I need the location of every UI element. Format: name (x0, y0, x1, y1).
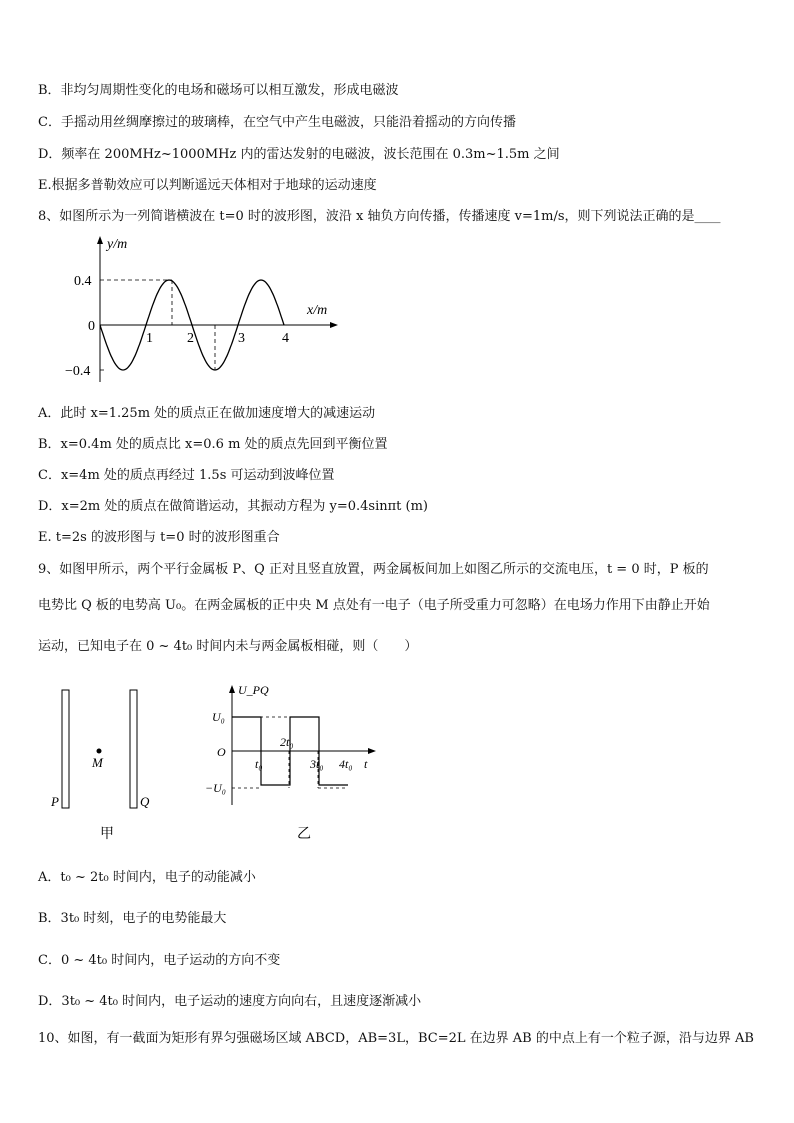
yi-x-arrow (368, 748, 376, 754)
q8-option-e: E. t=2s 的波形图与 t=0 时的波形图重合 (38, 530, 280, 545)
yi-y-arrow (229, 685, 235, 693)
q9-option-a: A．t₀ ~ 2t₀ 时间内，电子的动能减小 (38, 870, 256, 885)
q8-ytick-zero: 0 (88, 319, 95, 334)
q7-option-c: C．手摇动用丝绸摩擦过的玻璃棒，在空气中产生电磁波，只能沿着摇动的方向传播 (38, 115, 516, 130)
q9-option-d: D．3t₀ ~ 4t₀ 时间内，电子运动的速度方向向右，且速度逐渐减小 (38, 994, 422, 1009)
yi-xtick-4t0: 4t₀ (339, 757, 353, 771)
figure-yi-caption: 乙 (297, 826, 311, 842)
q9-stem-line1: 9、如图甲所示，两个平行金属板 P、Q 正对且竖直放置，两金属板间加上如图乙所示的交流电压，t = 0 时，P 板的 (38, 562, 709, 577)
plate-p (62, 690, 69, 808)
q7-option-d: D．频率在 200MHz~1000MHz 内的雷达发射的电磁波，波长范围在 0.3m~1.5m 之间 (38, 147, 560, 162)
q9-stem-line2: 电势比 Q 板的电势高 U₀。在两金属板的正中央 M 点处有一电子（电子所受重力可忽略）在电场力作用下由静止开始 (38, 598, 710, 613)
yi-origin: O (217, 745, 226, 759)
yi-x-label: t (364, 757, 368, 771)
q8-wave-graph (60, 232, 350, 387)
yi-ytick-u0: U₀ (212, 710, 225, 724)
q8-option-d: D．x=2m 处的质点在做简谐运动，其振动方程为 y=0.4sinπt (m) (38, 499, 428, 514)
q8-option-a: A．此时 x=1.25m 处的质点正在做加速度增大的减速运动 (38, 406, 376, 421)
q8-xtick-2: 2 (187, 331, 194, 346)
q8-xtick-3: 3 (238, 331, 245, 346)
q9-figure-jia (45, 685, 165, 845)
q8-option-c: C．x=4m 处的质点再经过 1.5s 可运动到波峰位置 (38, 468, 335, 483)
yi-ytick-neg-u0: −U₀ (205, 781, 226, 795)
yi-xtick-3t0: 3t₀ (310, 757, 324, 771)
q8-x-label: x/m (307, 303, 328, 318)
q10-stem: 10、如图，有一截面为矩形有界匀强磁场区域 ABCD，AB=3L，BC=2L 在边界 AB 的中点上有一个粒子源，沿与边界 AB (38, 1031, 754, 1046)
yi-xtick-t0: t₀ (255, 757, 263, 771)
q8-y-label: y/m (107, 237, 128, 252)
plate-q (130, 690, 137, 808)
q9-option-c: C．0 ~ 4t₀ 时间内，电子运动的方向不变 (38, 953, 281, 968)
q8-stem: 8、如图所示为一列简谐横波在 t=0 时的波形图，波沿 x 轴负方向传播，传播速度 v=1m/s，则下列说法正确的是____ (38, 209, 721, 224)
q8-y-arrow (97, 236, 103, 244)
point-m-label: M (92, 755, 103, 770)
figure-jia-caption: 甲 (100, 826, 114, 842)
yi-y-label: U_PQ (238, 683, 269, 697)
q8-ytick-neg: −0.4 (65, 364, 91, 379)
q8-ytick-pos: 0.4 (74, 274, 92, 289)
plate-p-label: P (51, 794, 59, 809)
q9-option-b: B．3t₀ 时刻，电子的电势能最大 (38, 911, 227, 926)
q7-option-b: B．非均匀周期性变化的电场和磁场可以相互激发，形成电磁波 (38, 83, 399, 98)
q8-xtick-4: 4 (282, 331, 289, 346)
q9-stem-line3: 运动，已知电子在 0 ~ 4t₀ 时间内未与两金属板相碰，则（ ） (38, 639, 418, 654)
plate-q-label: Q (140, 794, 150, 809)
q8-x-arrow (330, 322, 338, 328)
q7-option-e: E.根据多普勒效应可以判断遥远天体相对于地球的运动速度 (38, 178, 377, 193)
q8-option-b: B．x=0.4m 处的质点比 x=0.6 m 处的质点先回到平衡位置 (38, 437, 388, 452)
point-m-dot (97, 749, 102, 754)
q9-figure-yi (200, 680, 390, 850)
yi-xtick-2t0: 2t₀ (280, 735, 294, 749)
q8-xtick-1: 1 (146, 331, 153, 346)
